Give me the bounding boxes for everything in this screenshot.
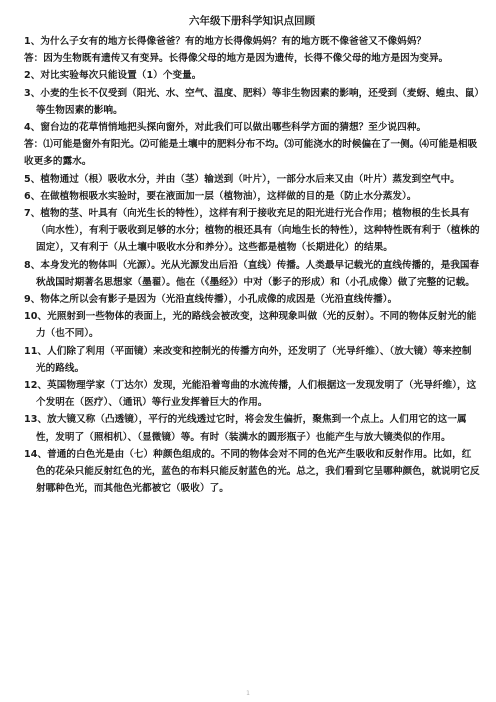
question-2: 2、对比实验每次只能设置（1）个变量。 (24, 70, 202, 82)
question-5: 5、植物通过（根）吸收水分，并由（茎）输送到（叶片），一部分水后来又由（叶片）蒸发到空气中。 (24, 173, 460, 185)
question-12: 12、英国物理学家（丁达尔）发现，光能沿着弯曲的水流传播，人们根据这一发现发明了（光导纤维），这个发明在（医疗）、（通讯）等行业发挥着巨大的作用。 (24, 380, 477, 409)
answer-4: 答：⑴可能是窗外有阳光。⑵可能是土壤中的肥料分布不均。⑶可能浇水的时候偏在了一侧。⑷可能是相吸收更多的露水。 (24, 139, 478, 168)
question-8: 8、本身发光的物体叫（光源）。光从光源发出后沿（直线）传播。人类最早记载光的直线传播的，是我国春秋战国时期著名思想家（墨翟）。他在（《墨经》）中对（影子的形成）和（小孔成像）做了完整的记载。 (24, 259, 480, 288)
question-3: 3、小麦的生长不仅受到（阳光、水、空气、温度、肥料）等非生物因素的影响，还受到（麦蚜、蝗虫、鼠）等生物因素的影响。 (24, 87, 480, 116)
page-title: 六年级下册科学知识点回顾 (189, 15, 315, 27)
question-9: 9、物体之所以会有影子是因为（光沿直线传播），小孔成像的成因是（光沿直线传播）。 (24, 294, 398, 306)
question-10: 10、光照射到一些物体的表面上，光的路线会被改变，这种现象叫做（光的反射）。不同的物体反射光的能力（也不同）。 (24, 311, 477, 340)
question-13: 13、放大镜又称（凸透镜），平行的光线透过它时，将会发生偏折，聚焦到一个点上。人们用它的这一属性，发明了（照相机）、（显微镜）等。有时（装满水的圆形瓶子）也能产生与放大镜类似的作用。 (24, 414, 467, 443)
question-6: 6、在做植物根吸水实验时，要在液面加一层（植物油），这样做的目的是（防止水分蒸发）。 (24, 190, 417, 202)
answer-1: 答：因为生物既有遗传又有变异。长得像父母的地方是因为遗传，长得不像父母的地方是因为变异。 (24, 53, 449, 65)
question-11: 11、人们除了利用（平面镜）来改变和控制光的传播方向外，还发明了（光导纤维）、（放大镜）等来控制光的路线。 (24, 345, 472, 374)
page-number: 1 (246, 690, 250, 697)
question-4: 4、窗台边的花草悄悄地把头探向窗外，对此我们可以做出哪些科学方面的猜想？至少说四种。 (24, 122, 427, 134)
question-14: 14、普通的白色光是由（七）种颜色组成的。不同的物体会对不同的色光产生吸收和反射作用。比如，红色的花朵只能反射红色的光，蓝色的布料只能反射蓝色的光。总之，我们看到它呈哪种颜色，就说明它反射哪种色光，而其他色光都被它（吸收）了。 (24, 448, 480, 495)
question-1: 1、为什么子女有的地方长得像爸爸？有的地方长得像妈妈？有的地方既不像爸爸又不像妈妈？ (24, 36, 427, 47)
question-7: 7、植物的茎、叶具有（向光生长的特性），这样有利于接收充足的阳光进行光合作用；植物根的生长具有（向水性），有利于吸收到足够的水分；植物的根还具有（向地生长的特性），这种特性既有利于（植株的固定），又有利于（从土壤中吸收水分和养分）。这些都是植物（长期进化）的结果。 (24, 208, 480, 254)
